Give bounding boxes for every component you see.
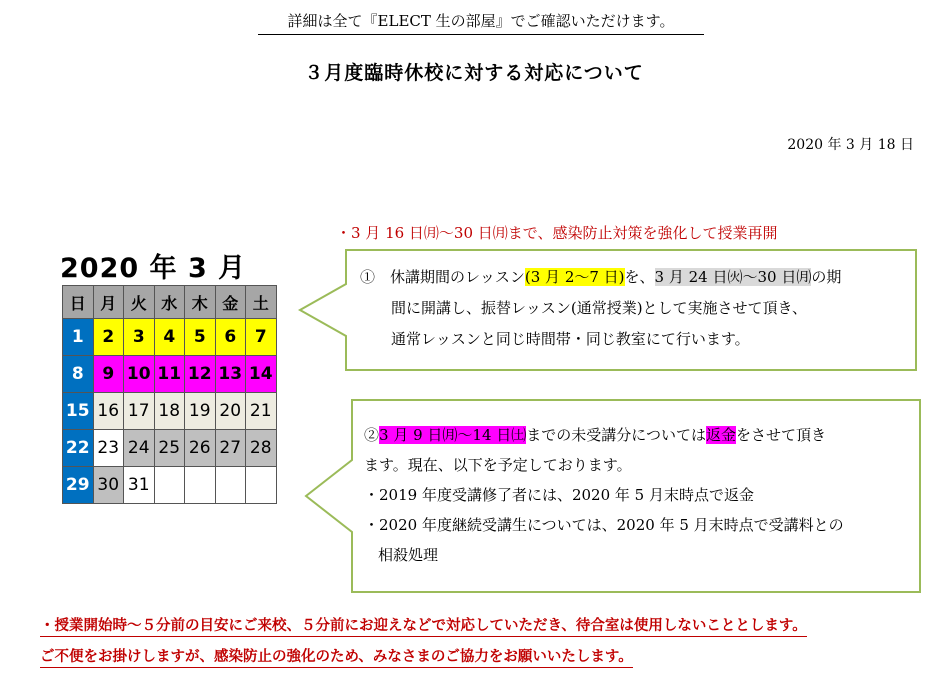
day-cell: 13 bbox=[215, 356, 246, 393]
day-cell: 27 bbox=[215, 430, 246, 467]
box2-text-a: までの未受講分については bbox=[526, 426, 706, 444]
day-cell: 16 bbox=[93, 393, 124, 430]
day-cell: 23 bbox=[93, 430, 124, 467]
day-cell: 22 bbox=[63, 430, 94, 467]
day-cell: 2 bbox=[93, 319, 124, 356]
day-cell: 26 bbox=[185, 430, 216, 467]
day-cell: 14 bbox=[246, 356, 277, 393]
day-cell: 6 bbox=[215, 319, 246, 356]
box2-line-5: 相殺処理 bbox=[378, 546, 439, 564]
box2-marker: ② bbox=[364, 426, 380, 444]
day-cell: 18 bbox=[154, 393, 185, 430]
box1-text-b: を、 bbox=[624, 268, 655, 286]
day-cell: 20 bbox=[215, 393, 246, 430]
page-title: ３月度臨時休校に対する対応について bbox=[304, 62, 644, 84]
day-cell: 10 bbox=[124, 356, 155, 393]
day-cell: 3 bbox=[124, 319, 155, 356]
box1-marker: ① bbox=[360, 268, 376, 286]
day-cell: 11 bbox=[154, 356, 185, 393]
weekday-cell: 水 bbox=[154, 286, 185, 319]
box1-line-2: 間に開講し、振替レッスン(通常授業)として実施させて頂き、 bbox=[391, 299, 807, 317]
day-cell: 15 bbox=[63, 393, 94, 430]
day-cell: 4 bbox=[154, 319, 185, 356]
box1-line-1 bbox=[360, 262, 841, 293]
weekday-cell: 土 bbox=[246, 286, 277, 319]
box2-line-1 bbox=[364, 420, 844, 450]
box2-line-4: ・2020 年度継続受講生については、2020 年 5 月末時点で受講料との bbox=[364, 516, 844, 534]
day-cell: 5 bbox=[185, 319, 216, 356]
callout-box-1-text bbox=[360, 262, 841, 355]
day-cell: 24 bbox=[124, 430, 155, 467]
weekday-cell: 日 bbox=[63, 286, 94, 319]
box1-line-3: 通常レッスンと同じ時間帯・同じ教室にて行います。 bbox=[391, 330, 750, 348]
callout-box-2-text bbox=[364, 420, 844, 570]
day-cell: 1 bbox=[63, 319, 94, 356]
day-cell: 31 bbox=[124, 467, 155, 504]
highlight-refund: 返金 bbox=[705, 426, 736, 444]
box1-text-c: の期 bbox=[811, 268, 842, 286]
calendar-title: 2020 年 3 月 bbox=[60, 253, 247, 284]
box2-text-b: をさせて頂き bbox=[735, 426, 826, 444]
day-cell: 25 bbox=[154, 430, 185, 467]
footer-line-1: ・授業開始時～５分前の目安にご来校、５分前にお迎えなどで対応していただき、待合室は使用しないこととします。 bbox=[40, 614, 807, 637]
day-cell: 12 bbox=[185, 356, 216, 393]
day-cell: 9 bbox=[93, 356, 124, 393]
day-cell: 21 bbox=[246, 393, 277, 430]
weekday-cell: 月 bbox=[93, 286, 124, 319]
day-cell: 29 bbox=[63, 467, 94, 504]
highlight-gray: 3 月 24 日㈫～30 日㈪ bbox=[654, 268, 812, 286]
footer-line-2: ご不便をお掛けしますが、感染防止の強化のため、みなさまのご協力をお願いいたします。 bbox=[40, 645, 633, 668]
box2-line-3: ・2019 年度受講修了者には、2020 年 5 月末時点で返金 bbox=[364, 486, 754, 504]
box1-text-a: 休講期間のレッスン bbox=[390, 268, 525, 286]
weekday-cell: 金 bbox=[215, 286, 246, 319]
day-cell: 28 bbox=[246, 430, 277, 467]
document-date: 2020 年 3 月 18 日 bbox=[787, 137, 914, 153]
day-cell: 17 bbox=[124, 393, 155, 430]
day-cell: 19 bbox=[185, 393, 216, 430]
highlight-magenta: 3 月 9 日㈪～14 日㈯ bbox=[379, 426, 527, 444]
weekday-cell: 火 bbox=[124, 286, 155, 319]
summary-line: ・3 月 16 日㈪～30 日㈪まで、感染防止対策を強化して授業再開 bbox=[336, 224, 778, 242]
day-cell: 8 bbox=[63, 356, 94, 393]
day-cell: 30 bbox=[93, 467, 124, 504]
highlight-yellow: (3 月 2～7 日) bbox=[524, 268, 625, 286]
box2-line-2: ます。現在、以下を予定しております。 bbox=[364, 456, 632, 474]
weekday-cell: 木 bbox=[185, 286, 216, 319]
top-note: 詳細は全て『ELECT 生の部屋』でご確認いただけます。 bbox=[258, 10, 704, 35]
day-cell: 7 bbox=[246, 319, 277, 356]
